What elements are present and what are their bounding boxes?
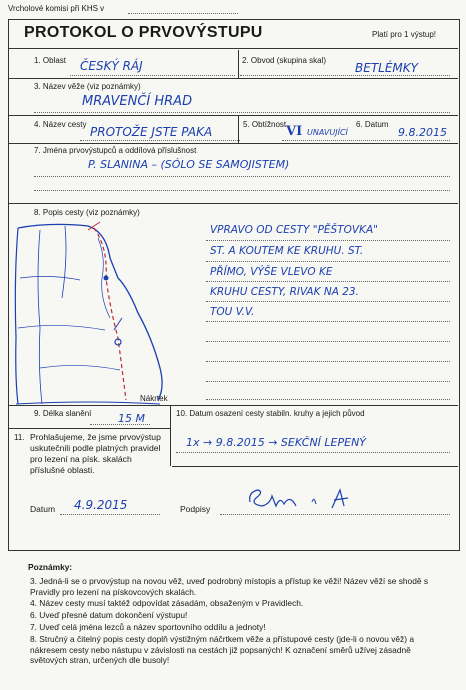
label-obtiznost: 5. Obtížnost	[243, 120, 287, 129]
value-delka-slaneni: 15 M	[118, 412, 145, 425]
description-line-2: ST. A KOUTEM KE KRUHU. ST.	[210, 245, 364, 257]
label-vez: 3. Název věže (viz poznámky)	[34, 82, 141, 91]
label-oblast: 1. Oblast	[34, 56, 67, 65]
note-item: 8. Stručný a čitelný popis cesty doplň výstižným náčrtkem věže a přístupové cesty (jde-li o novou věž) a nákresem cesty nebo nástupu v závislosti na cestách již popsaných! K označení směrů užívej zásadně světových stran, určených dle busoly!	[30, 634, 415, 665]
value-obtiznost-extra: UNAVUJÍCÍ	[307, 128, 348, 137]
value-datum: 4.9.2015	[74, 498, 128, 512]
note-item: 3. Jedná-li se o prvovýstup na novou věž, uveď podrobný místopis a přístup ke věži! Název věží se shodě s Pravidly pro lezení na pískovcových skalách.	[30, 576, 429, 597]
label-cesta: 4. Název cesty	[34, 120, 87, 129]
route-sketch	[10, 218, 170, 408]
description-line-3: PŘÍMO, VÝŠE VLEVO KE	[210, 266, 333, 278]
description-line-5: TOU V.V.	[210, 306, 255, 318]
value-vez: MRAVENČÍ HRAD	[82, 94, 193, 109]
note-item: 4. Název cesty musí taktéž odpovídat zásadám, obsaženým v Pravidlech.	[30, 598, 304, 608]
label-popis: 8. Popis cesty (viz poznámky)	[34, 208, 140, 217]
label-datum-prvovystupu: 6. Datum	[356, 120, 389, 129]
value-obvod: BETLÉMKY	[355, 61, 418, 75]
label-nacrtek: Nákrtek	[140, 394, 168, 403]
validity-note: Platí pro 1 výstup!	[372, 30, 437, 39]
label-prohlaseni-num: 11.	[14, 433, 25, 442]
form-title: PROTOKOL O PRVOVÝSTUPU	[24, 24, 263, 41]
label-jmena: 7. Jména prvovýstupců a oddílová příslušnost	[34, 146, 197, 155]
signatures	[240, 484, 380, 514]
value-osazeni-kruhu: 1x → 9.8.2015 → SEKČNÍ LEPENÝ	[186, 436, 367, 449]
value-jmena: P. SLANINA – (SÓLO SE SAMOJISTEM)	[88, 158, 290, 171]
note-item: 6. Uveď přesné datum dokončení výstupu!	[30, 610, 188, 620]
label-osazeni-kruhu: 10. Datum osazení cesty stabiln. kruhy a jejich původ	[176, 409, 365, 418]
value-datum-prvovystupu: 9.8.2015	[398, 126, 447, 139]
label-obvod: 2. Obvod (skupina skal)	[242, 56, 327, 65]
note-item: 7. Uveď celá jména lezců a název sportovního oddílu a jednoty!	[30, 622, 266, 632]
notes-title: Poznámky:	[28, 562, 73, 572]
label-delka-slaneni: 9. Délka slanění	[34, 409, 92, 418]
value-oblast: ČESKÝ RÁJ	[80, 59, 143, 73]
value-obtiznost: VI	[286, 124, 303, 139]
description-line-4: KRUHU CESTY, RIVAK NA 23.	[210, 286, 359, 298]
declaration-text: Prohlašujeme, že jsme prvovýstup uskutečnili podle platných pravidel pro lezení na písk. skalách příslušné oblasti.	[30, 432, 161, 475]
description-line-1: VPRAVO OD CESTY "PĚŠTOVKA"	[210, 224, 378, 236]
value-cesta: PROTOŽE JSTE PAKA	[90, 125, 213, 139]
label-datum: Datum	[30, 504, 56, 514]
commission-line: Vrcholové komisi při KHS v	[8, 4, 105, 13]
label-podpisy: Podpisy	[180, 504, 211, 514]
